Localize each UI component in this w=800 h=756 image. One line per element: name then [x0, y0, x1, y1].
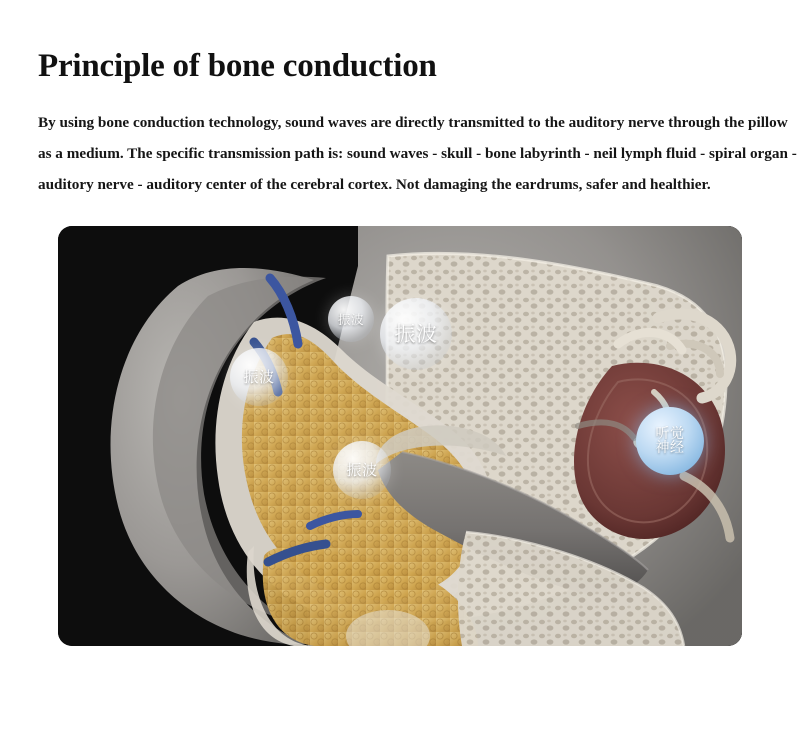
ear-anatomy-figure	[58, 226, 742, 646]
auditory-nerve-label	[636, 407, 704, 475]
body-paragraph: By using bone conduction technology, sound waves are directly transmitted to the auditory nerve through the pillow as a medium. The specific transmission path is: sound waves - skull - bone labyrinth - neil lymph fluid - spiral organ - auditory nerve - auditory center of the cerebral cortex. Not damaging the eardrums, safer and healthier.	[38, 114, 797, 194]
vibration-label-3: 振波	[230, 348, 288, 406]
vibration-label-4: 振波	[333, 441, 391, 499]
auditory-nerve-line-2: 神经	[655, 440, 685, 457]
auditory-nerve-line-1: 听觉	[655, 425, 685, 442]
vibration-label-2: 振波	[380, 298, 452, 370]
page-title: Principle of bone conduction	[38, 48, 437, 84]
vibration-label-1: 振波	[328, 296, 374, 342]
